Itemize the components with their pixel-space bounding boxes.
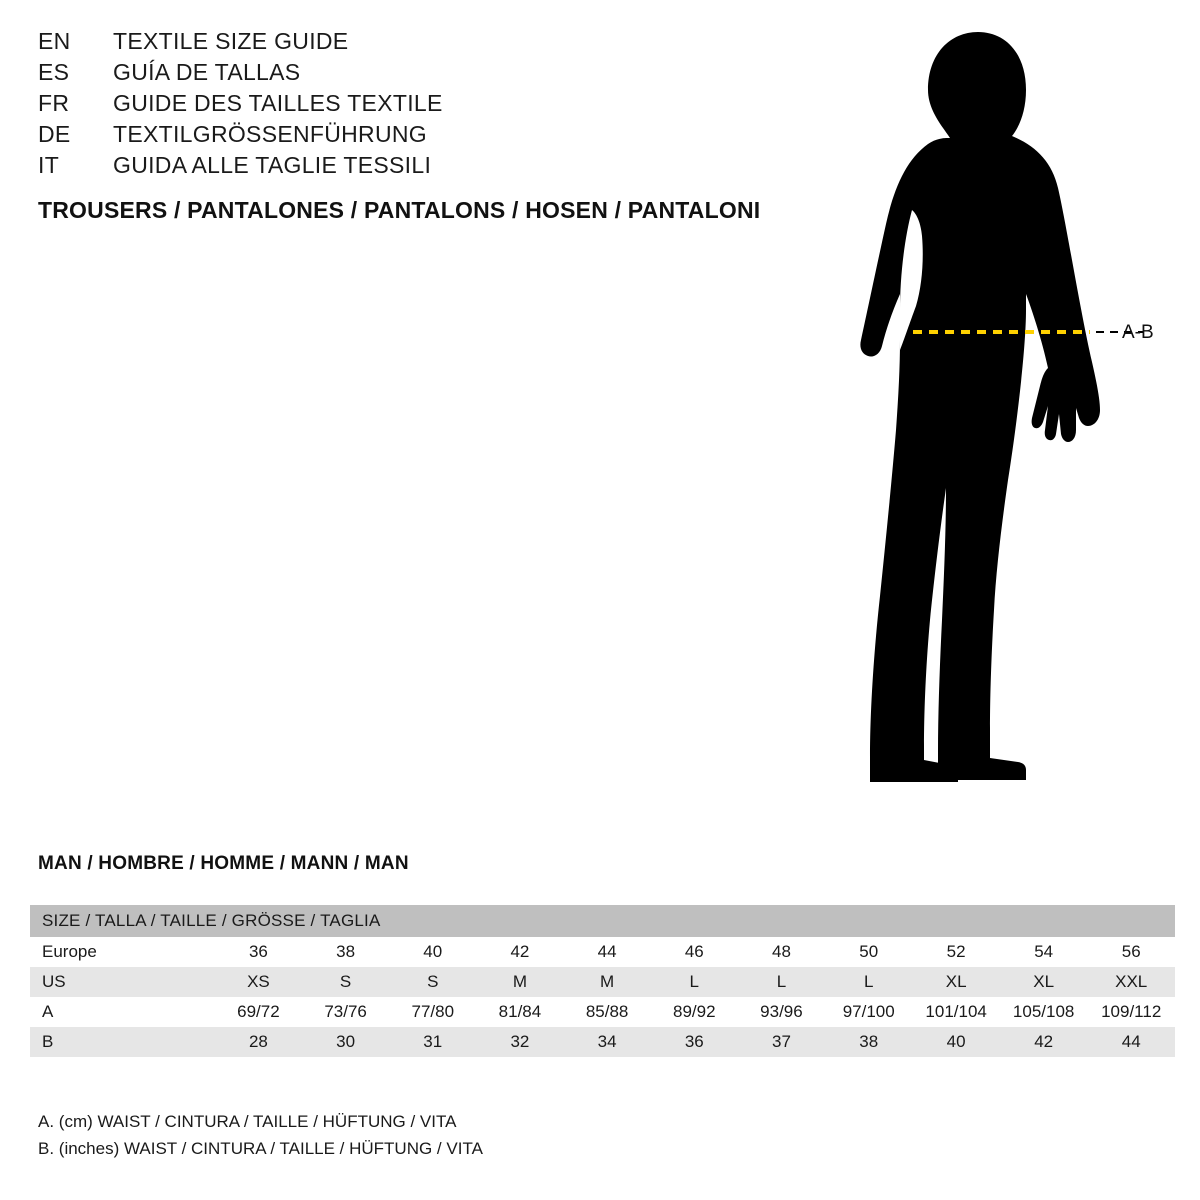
cell: 31 [389, 1027, 476, 1057]
language-title: TEXTILGRÖSSENFÜHRUNG [113, 121, 427, 147]
language-row [38, 121, 798, 152]
cell: 101/104 [912, 997, 1000, 1027]
cell: 36 [651, 1027, 738, 1057]
cell: S [389, 967, 476, 997]
row-label: A [30, 997, 215, 1027]
table-header-row [30, 905, 1175, 937]
cell: L [738, 967, 825, 997]
language-code: IT [38, 152, 60, 178]
cell: L [825, 967, 912, 997]
cell: 28 [215, 1027, 302, 1057]
cell: 30 [302, 1027, 389, 1057]
cell: 40 [912, 1027, 1000, 1057]
row-label: B [30, 1027, 215, 1057]
language-title: GUIDA ALLE TAGLIE TESSILI [113, 152, 432, 178]
cell: 97/100 [825, 997, 912, 1027]
measurement-figure [800, 10, 1200, 810]
language-row [38, 152, 798, 183]
cell: 109/112 [1087, 997, 1175, 1027]
cell: 77/80 [389, 997, 476, 1027]
cell: 44 [1087, 1027, 1175, 1057]
cell: 32 [476, 1027, 563, 1057]
cell: S [302, 967, 389, 997]
language-title: GUIDE DES TAILLES TEXTILE [113, 90, 443, 116]
cell: M [476, 967, 563, 997]
footnote-b: B. (inches) WAIST / CINTURA / TAILLE / HÜFTUNG / VITA [38, 1139, 483, 1158]
cell: 54 [1000, 937, 1088, 967]
table-row [30, 997, 1175, 1027]
cell: 48 [738, 937, 825, 967]
cell: M [564, 967, 651, 997]
cell: 52 [912, 937, 1000, 967]
size-guide-header [38, 28, 798, 224]
language-code: ES [38, 59, 70, 85]
cell: 44 [564, 937, 651, 967]
cell: 85/88 [564, 997, 651, 1027]
cell: 34 [564, 1027, 651, 1057]
cell: XL [912, 967, 1000, 997]
language-title: TEXTILE SIZE GUIDE [113, 28, 349, 54]
language-row [38, 28, 798, 59]
cell: 42 [1000, 1027, 1088, 1057]
size-table [30, 905, 1175, 1057]
table-header-cell: SIZE / TALLA / TAILLE / GRÖSSE / TAGLIA [30, 905, 1175, 937]
table-row [30, 967, 1175, 997]
cell: XS [215, 967, 302, 997]
cell: 73/76 [302, 997, 389, 1027]
gender-section-label: MAN / HOMBRE / HOMME / MANN / MAN [38, 853, 409, 874]
cell: XL [1000, 967, 1088, 997]
footnote-a: A. (cm) WAIST / CINTURA / TAILLE / HÜFTUNG / VITA [38, 1112, 457, 1131]
language-code: EN [38, 28, 71, 54]
cell: 38 [302, 937, 389, 967]
cell: 40 [389, 937, 476, 967]
table-row [30, 937, 1175, 967]
language-code: FR [38, 90, 70, 116]
language-title: GUÍA DE TALLAS [113, 59, 301, 85]
cell: 50 [825, 937, 912, 967]
cell: 37 [738, 1027, 825, 1057]
row-label: US [30, 967, 215, 997]
cell: L [651, 967, 738, 997]
language-row [38, 59, 798, 90]
cell: 105/108 [1000, 997, 1088, 1027]
row-label: Europe [30, 937, 215, 967]
cell: 42 [476, 937, 563, 967]
cell: 56 [1087, 937, 1175, 967]
man-silhouette-icon [800, 10, 1200, 810]
measure-label-ab: A-B [1122, 322, 1154, 343]
cell: 69/72 [215, 997, 302, 1027]
table-row [30, 1027, 1175, 1057]
garment-type-line: TROUSERS / PANTALONES / PANTALONS / HOSEN / PANTALONI [38, 197, 761, 223]
cell: 46 [651, 937, 738, 967]
cell: 89/92 [651, 997, 738, 1027]
language-code: DE [38, 121, 71, 147]
cell: 93/96 [738, 997, 825, 1027]
cell: 38 [825, 1027, 912, 1057]
footnotes [38, 1108, 483, 1162]
cell: 36 [215, 937, 302, 967]
cell: 81/84 [476, 997, 563, 1027]
language-row [38, 90, 798, 121]
cell: XXL [1087, 967, 1175, 997]
